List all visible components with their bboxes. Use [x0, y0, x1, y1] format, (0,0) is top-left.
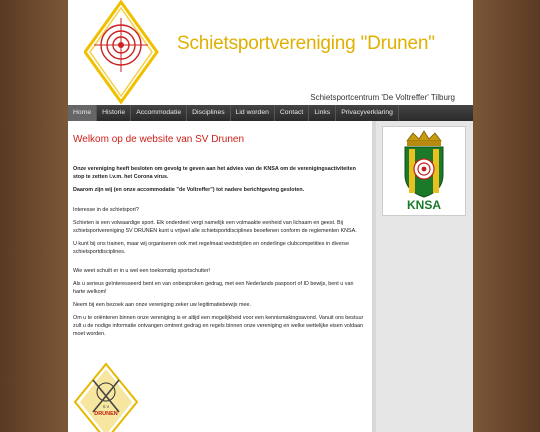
page-wrapper	[68, 0, 473, 432]
svg-text:DRUNEN: DRUNEN	[94, 411, 118, 417]
svg-text:S V: S V	[102, 404, 110, 409]
content-panel	[68, 121, 376, 432]
crest-label: KNSA	[406, 198, 442, 212]
site-subtitle: Schietsportcentrum 'De Voltreffer' Tilburg	[310, 93, 455, 102]
nav-item-links[interactable]: Links	[309, 105, 336, 121]
sidebar-crest-box	[382, 126, 466, 216]
nav-item-home[interactable]: Home	[68, 105, 97, 121]
club-logo[interactable]	[84, 0, 159, 105]
paragraph: Om u te oriënteren binnen onze vereniging is er altijd een mogelijkheid voor een kennismakingsavond. Vanuit ons bestuur zult u de nodige informatie ontvangen omtrent gedrag en regels binnen onze vereniging en welke wettelijke eisen voldaan moet worden.	[73, 315, 364, 337]
sv-drunen-badge	[73, 362, 139, 432]
nav-item-privacyverklaring[interactable]: Privacyverklaring	[336, 105, 399, 121]
paragraph: Onze vereniging heeft besloten om gevolg te geven aan het advies van de KNSA om de verenigingsactiviteiten stop te zetten i.v.m. het Corona virus.	[73, 166, 356, 180]
page-title: Welkom op de website van SV Drunen	[73, 134, 245, 145]
paragraph: Interesse in de schietsport?	[73, 207, 139, 213]
nav-item-contact[interactable]: Contact	[275, 105, 309, 121]
paragraph: Daarom zijn wij (en onze accommodatie "de Voltreffer") tot nadere berichtgeving gesloten.	[73, 187, 305, 193]
paragraph: Neem bij een bezoek aan onze vereniging zeker uw legitimatiebewijs mee.	[73, 302, 251, 308]
paragraph: U kunt bij ons trainen, maar wij organiseren ook met regelmaat wedstrijden en onderlinge clubcompetities in diverse schietsportdisciplines.	[73, 241, 349, 255]
header	[68, 0, 473, 105]
paragraph: Schieten is een volwaardige sport. Elk onderdeel vergt namelijk een volmaakte eenheid van lichaam en geest. Bij schietsportvereniging SV DRUNEN kunt u vrijwel alle schietsportdisciplines beoefenen conform de reglementen KNSA.	[73, 220, 357, 234]
nav-item-accommodatie[interactable]: Accommodatie	[131, 105, 187, 121]
paragraph: Als u serieus geïnteresseerd bent en van onbesproken gedrag, met een Nederlands paspoort of ID bewijs, bent u van harte welkom!	[73, 281, 354, 295]
nav-item-disciplines[interactable]: Disciplines	[187, 105, 230, 121]
nav-item-historie[interactable]: Historie	[97, 105, 131, 121]
main-nav	[68, 105, 473, 121]
nav-item-lid-worden[interactable]: Lid worden	[231, 105, 275, 121]
knsa-crest-logo[interactable]	[385, 129, 463, 213]
paragraph: Wie weet schuilt er in u wel een toekomstig sportschutter!	[73, 268, 211, 274]
site-title: Schietsportvereniging "Drunen"	[177, 33, 435, 54]
main-area	[68, 121, 473, 432]
